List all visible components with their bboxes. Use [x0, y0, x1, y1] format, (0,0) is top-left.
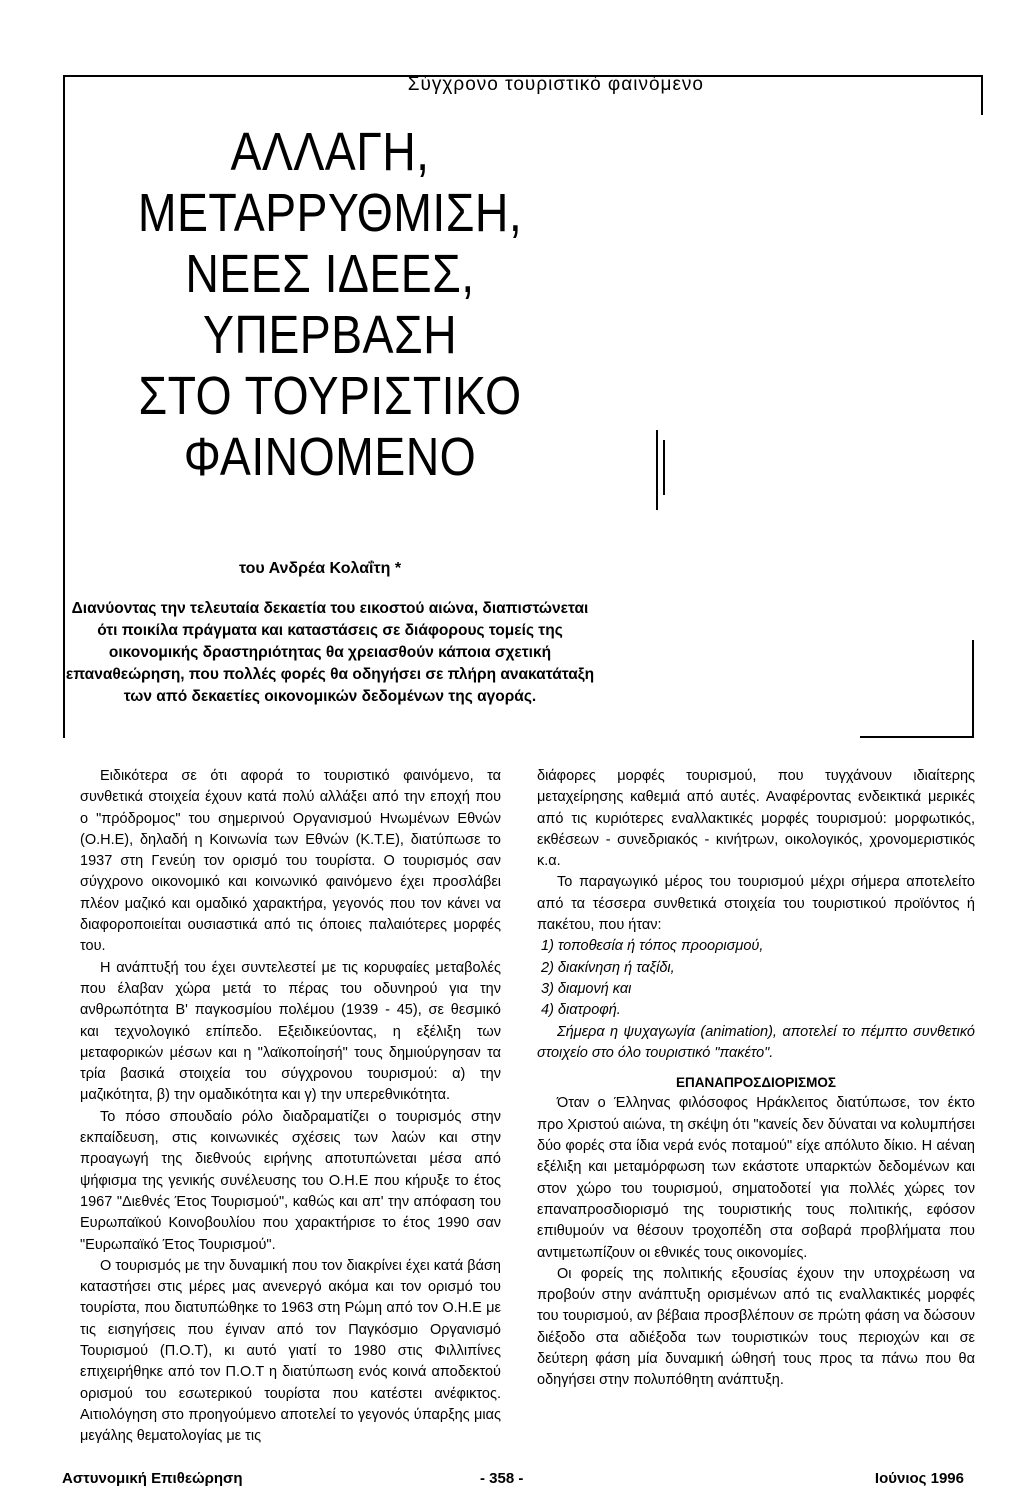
author-byline: του Ανδρέα Κολαΐτη *: [238, 560, 402, 577]
title-line: ΦΑΙΝΟΜΕΝΟ: [183, 427, 477, 487]
decorative-mark: [663, 440, 665, 495]
title-line: ΑΛΛΑΓΗ,: [230, 122, 430, 182]
paragraph: Ειδικότερα σε ότι αφορά το τουριστικό φαινόμενο, τα συνθετικά στοιχεία έχουν κατά πολύ αλλάξει από την εποχή που ο "πρόδρομος" του σημερινού Οργανισμού Ηνωμένων Εθνών (Ο.Η.Ε), δηλαδή η Κοινωνία των Εθνών (Κ.Τ.Ε), διατύπωσε το 1937 στη Γενεύη τον ορισμό του τουρίστα. Ο τουρισμός σαν σύγχρονο οικονομικό και κοινωνικό φαινόμενο έχει προσλάβει πλέον μαζικό και ομαδικό χαρακτήρα, γεγονός που τον κάνει να διαφοροποιείται ουσιαστικά από τις όποιες παλαιότερες μορφές του.: [80, 768, 501, 955]
component-list: [537, 936, 975, 1021]
list-item: 3) διαμονή και: [541, 980, 632, 997]
article-lede: Διανύοντας την τελευταία δεκαετία του εικοστού αιώνα, διαπιστώνεται ότι ποικίλα πράγματα και καταστάσεις σε διάφορους τομείς της οικονομικής δραστηριότητας θα χρειασθούν κάποια σχετική επαναθεώρηση, που πολλές φορές θα οδηγήσει σε πλήρη ανακατάταξη των από δεκαετίες οικονομικών δεδομένων της αγοράς.: [65, 600, 595, 705]
decorative-mark: [656, 430, 658, 510]
list-item: 4) διατροφή.: [541, 1002, 621, 1019]
frame-right-rule: [981, 75, 983, 115]
paragraph: Το παραγωγικό μέρος του τουρισμού μέχρι σήμερα αποτελείτο από τα τέσσερα συνθετικά στοιχεία του τουριστικού προϊόντος ή πακέτου, που ήταν:: [537, 874, 975, 934]
paragraph: Όταν ο Έλληνας φιλόσοφος Ηράκλειτος διατύπωσε, τον έκτο προ Χριστού αιώνα, τη σκέψη ότι "κανείς δεν δύναται να κολυμπήσει δύο φορές στα ίδια νερά ενός ποταμού" είχε απόλυτο δίκιο. Η αέναη εξέλιξη και μεταμόρφωση των εκάστοτε υπαρκτών δεδομένων και στον χώρο του τουρισμού, σηματοδοτεί για πολλές χώρες τον επαναπροσδιορισμό της τουριστικής τους πολιτικής, εφόσον επιθυμούν να θέσουν τροχοπέδη στα σοβαρά προβλήματα που αντιμετωπίζουν οι εθνικές τους οικονομίες.: [537, 1095, 975, 1261]
paragraph: διάφορες μορφές τουρισμού, που τυγχάνουν ιδιαίτερης μεταχείρησης καθεμιά από αυτές. Αναφέροντας ενδεικτικά μερικές από τις κυριότερες εναλλακτικές μορφές τουρισμού: μορφωτικός, εκθέσεων - συνεδριακός - κινήτρων, οικολογικός, χρονομεριστικός κ.α.: [537, 768, 975, 870]
footer-date: Ιούνιος 1996: [874, 1470, 964, 1487]
list-item: 1) τοποθεσία ή τόπος προορισμού,: [541, 938, 764, 955]
decorative-bracket-base: [860, 736, 972, 738]
footer-publication: Αστυνομική Επιθεώρηση: [62, 1470, 243, 1487]
paragraph: Ο τουρισμός με την δυναμική που τον διακρίνει έχει κατά βάση καταστήσει στις μέρες μας ανενεργό ακόμα και τον ορισμό του τουρίστα, που διατυπώθηκε το 1963 στη Ρώμη από τον Ο.Η.Ε με τις εισηγήσεις που έγιναν από τον Παγκόσμιο Οργανισμό Τουρισμού (Π.Ο.Τ), κι αυτό γιατί το 1980 στις Φιλλιπίνες επιχειρήθηκε από τον Π.Ο.Τ η διατύπωση ενός κοινά αποδεκτού ορισμού του εσωτερικού τουρίστα που κατέστει ανέφικτος. Αιτιολόγηση στο προηγούμενο αποτελεί το γεγονός ύπαρξης μιας μεγάλης θεματολογίας με τις: [80, 1257, 501, 1445]
title-line: ΜΕΤΑΡΡΥΘΜΙΣΗ,: [137, 183, 523, 243]
title-line: ΣΤΟ ΤΟΥΡΙΣΤΙΚΟ: [138, 366, 522, 426]
left-column: [80, 766, 501, 1448]
paragraph: Η ανάπτυξή του έχει συντελεστεί με τις κορυφαίες μεταβολές που έλαβαν χώρα μετά το πέρας του οδυνηρού για την ανθρωπότητα Β' παγκοσμίου πολέμου (1939 - 45), σε θεσμικό και τεχνολογικό επίπεδο. Εξειδικεύοντας, η εξέλιξη των μεταφορικών μέσων και η "λαϊκοποίησή" τους δημιούργησαν τα τρία βασικά στοιχεία του σύγχρονου τουρισμού: α) την μαζικότητα, β) την ομαδικότητα και γ) την υπερεθνικότητα.: [80, 959, 501, 1104]
right-column: [537, 766, 975, 1392]
section-label: Σύγχρονο τουριστικό φαινόμενο: [407, 74, 704, 95]
article-title: [106, 122, 553, 488]
footer-page-number: - 358 -: [480, 1470, 524, 1487]
paragraph: Σήμερα η ψυχαγωγία (animation), αποτελεί το πέμπτο συνθετικό στοιχείο στο όλο τουριστικό "πακέτο".: [537, 1023, 975, 1061]
title-line: ΝΕΕΣ ΙΔΕΕΣ,: [185, 244, 475, 304]
paragraph: Οι φορείς της πολιτικής εξουσίας έχουν την υποχρέωση να προβούν στην ανάπτυξη ορισμένων από τις εναλλακτικές μορφές του τουρισμού, αν βέβαια προσβλέπουν σε πρώτη φάση να δώσουν διέξοδο στα αδιέξοδα των τουριστικών τους περιοχών και σε δεύτερη φάση μία δυναμική ώθησή τους προς τα πάνω που θα οδηγήσει στην πολυπόθητη ανάπτυξη.: [537, 1265, 975, 1389]
decorative-bracket: [966, 640, 974, 738]
list-item: 2) διακίνηση ή ταξίδι,: [541, 959, 675, 976]
section-heading: ΕΠΑΝΑΠΡΟΣΔΙΟΡΙΣΜΟΣ: [675, 1075, 837, 1091]
title-line: ΥΠΕΡΒΑΣΗ: [202, 305, 458, 365]
paragraph: Το πόσο σπουδαίο ρόλο διαδραματίζει ο τουρισμός στην εκπαίδευση, στις κοινωνικές σχέσεις των λαών και στην προαγωγή της διεθνούς ειρήνης αποτυπώνεται μέσα από ψήφισμα της γενικής συνέλευσης του Ο.Η.Ε που κήρυξε το έτος 1967 "Διεθνές Έτος Τουρισμού", καθώς και απ' την απόφαση του Ευρωπαϊκού Κοινοβουλίου που χαρακτήρισε το έτος 1990 σαν "Ευρωπαϊκό Έτος Τουρισμού".: [80, 1108, 501, 1253]
